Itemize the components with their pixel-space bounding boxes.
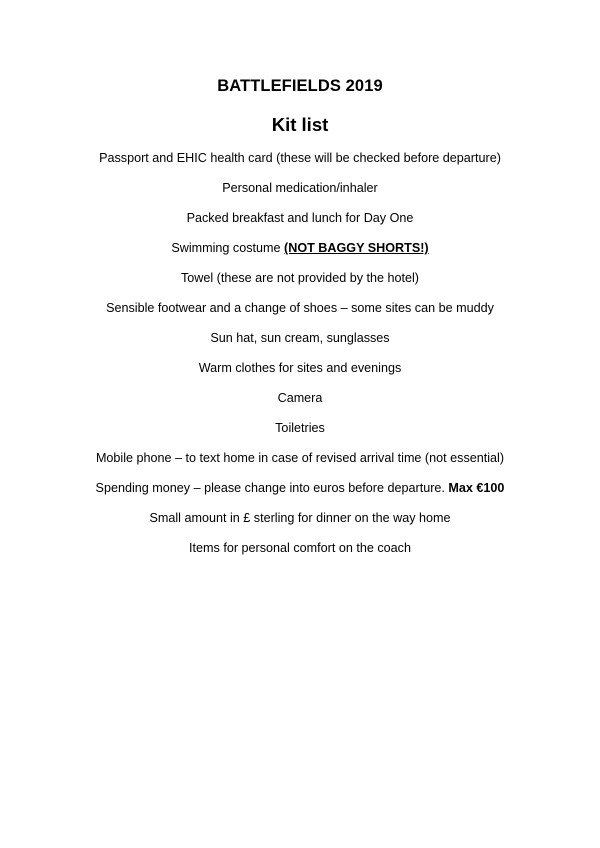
kit-item-text: Sun hat, sun cream, sunglasses <box>210 331 390 345</box>
document-title: BATTLEFIELDS 2019 <box>217 77 383 95</box>
kit-item-mobile-phone <box>0 449 600 479</box>
kit-item-text: Spending money – please change into euros before departure. <box>95 481 449 495</box>
kit-item-sterling <box>0 509 600 539</box>
kit-item-text: Toiletries <box>275 421 325 435</box>
kit-item-text: Towel (these are not provided by the hotel) <box>180 271 420 285</box>
kit-item-swimming-costume <box>0 239 600 269</box>
kit-item-text: Passport and EHIC health card (these will be checked before departure) <box>99 151 501 165</box>
kit-item-text: Packed breakfast and lunch for Day One <box>186 211 414 225</box>
kit-item-warm-clothes <box>0 359 600 389</box>
kit-item-medication <box>0 179 600 209</box>
kit-item-text: Camera <box>277 391 323 405</box>
kit-item-camera <box>0 389 600 419</box>
kit-item-footwear <box>0 299 600 329</box>
kit-item-text: Sensible footwear and a change of shoes – some sites can be muddy <box>106 301 494 315</box>
kit-item-text: Items for personal comfort on the coach <box>189 541 411 555</box>
kit-item-text: Small amount in £ sterling for dinner on the way home <box>149 511 451 525</box>
kit-item-text: Personal medication/inhaler <box>222 181 378 195</box>
kit-item-toiletries <box>0 419 600 449</box>
kit-list <box>0 149 600 569</box>
kit-item-text: Swimming costume <box>171 241 285 255</box>
kit-item-towel <box>0 269 600 299</box>
kit-item-text: Mobile phone – to text home in case of revised arrival time (not essential) <box>95 451 505 465</box>
kit-item-comfort <box>0 539 600 569</box>
document-subtitle: Kit list <box>271 114 329 135</box>
kit-item-packed-food <box>0 209 600 239</box>
kit-item-emphasis: (NOT BAGGY SHORTS!) <box>284 241 429 255</box>
kit-item-emphasis: Max €100 <box>448 481 505 495</box>
kit-item-spending-money <box>0 479 600 509</box>
kit-item-passport <box>0 149 600 179</box>
kit-item-text: Warm clothes for sites and evenings <box>198 361 402 375</box>
kit-item-sun-protection <box>0 329 600 359</box>
